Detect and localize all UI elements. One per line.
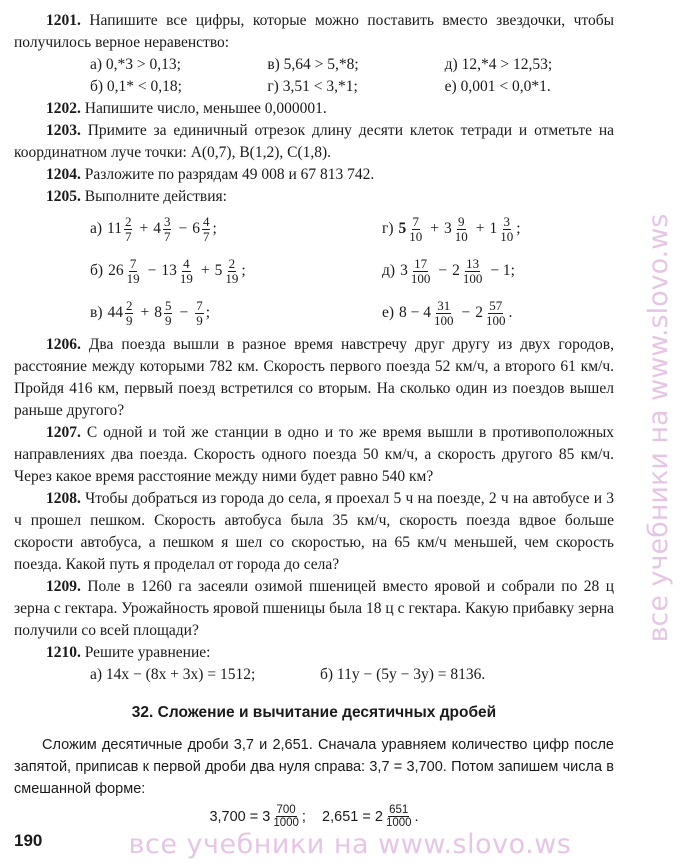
problem-1210-equations: а) 14x − (8x + 3x) = 1512; б) 11y − (5y − 3y) = 8136. [90, 666, 486, 683]
problem-1202: 1202. Напишите число, меньшее 0,000001. [46, 100, 327, 117]
expr-g: г) 5 $\frac{7}{10}$ + 3 $\frac{9}{10}$ + 1 $\frac{3}{10}$ ; [382, 213, 521, 244]
section-paragraph: Сложим десятичные дроби 3,7 и 2,651. Сначала уравняем количество цифр после запятой, приписав к первой дроби два нуля справа: 3,7 = 3,700. Потом запишем числа в смешанной форме: [14, 737, 614, 797]
problem-1201: 1201. Напишите все цифры, которые можно поставить вместо звездочки, чтобы получилось верное неравенство: [14, 12, 614, 51]
expr-e: е) 8 − 4 $\frac{31}{100}$ − 2 $\frac{57}{100}$ . [382, 297, 513, 328]
problems-column [14, 10, 614, 829]
problem-1205-row-2 [14, 250, 614, 292]
section-equation: 3,700 = 3 $\frac{700}{1000}$ ; 2,651 = 2 $\frac{651}{1000}$ . [209, 804, 419, 829]
problem-1206: 1206. Два поезда вышли в разное время навстречу друг другу из двух городов, расстояние между которыми 782 км. Скорость первого поезда 52 км/ч, а второго 61 км/ч. Пройдя 416 км, первый поезд встретился со вторым. На сколько один из поездов вышел раньше другого? [14, 336, 614, 419]
problem-1207: 1207. С одной и той же станции в одно и то же время вышли в противоположных направлениях два поезда. Скорость одного поезда 50 км/ч, а скорость другого 85 км/ч. Через какое время расстояние между ними будет равно 540 км? [14, 424, 615, 485]
problem-1201-row-1: а) 0,*3 > 0,13; в) 5,64 > 5,*8; д) 12,*4 > 12,53; [90, 56, 553, 73]
expr-d: д) 3 $\frac{17}{100}$ − 2 $\frac{13}{100}$ − 1; [382, 255, 515, 286]
expr-v: в) 44 $\frac{2}{9}$ + 8 $\frac{5}{9}$ − $\frac{7}{9}$ ; [90, 297, 211, 328]
problem-1203: 1203. Примите за единичный отрезок длину десяти клеток тетради и отметьте на координатном луче точки: A(0,7), B(1,2), C(1,8). [14, 122, 614, 161]
problem-1210: 1210. Решите уравнение: [46, 644, 211, 661]
section-title: 32. Сложение и вычитание десятичных дробей [131, 704, 497, 721]
expr-a: а) 11 $\frac{2}{7}$ + 4 $\frac{3}{7}$ − 6 $\frac{4}{7}$ ; [90, 213, 217, 244]
expr-b: б) 26 $\frac{7}{19}$ − 13 $\frac{4}{19}$ + 5 $\frac{2}{19}$ ; [90, 255, 246, 286]
watermark-side: все учебники на www.slovo.ws [643, 213, 674, 643]
problem-1205-row-1 [14, 208, 614, 250]
page-number: 190 [14, 831, 43, 850]
section-body [14, 734, 614, 829]
watermark-bottom: все учебники на www.slovo.ws [128, 829, 572, 860]
problem-1204: 1204. Разложите по разрядам 49 008 и 67 813 742. [46, 166, 375, 183]
problem-1209: 1209. Поле в 1260 га засеяли озимой пшеницей вместо яровой и собрали по 28 ц зерна с гектара. Урожайность яровой пшеницы была 18 ц с гектара. Какую прибавку зерна получили со всей площади? [14, 578, 615, 639]
problem-1205: 1205. Выполните действия: [46, 188, 227, 205]
problem-1208: 1208. Чтобы добраться из города до села, я проехал 5 ч на поезде, 2 ч на автобусе и 3 ч прошел пешком. Скорость автобуса была 35 км/ч, скорость поезда вдвое больше скорости автобуса, а пешком я шел со скоростью, на 65 км/ч меньшей, чем скорость поезда. Какой путь я проделал от города до села? [14, 490, 615, 573]
problem-1201-row-2: б) 0,1* < 0,18; г) 3,51 < 3,*1; е) 0,001 < 0,0*1. [90, 78, 551, 95]
problem-1205-row-3 [14, 292, 614, 334]
